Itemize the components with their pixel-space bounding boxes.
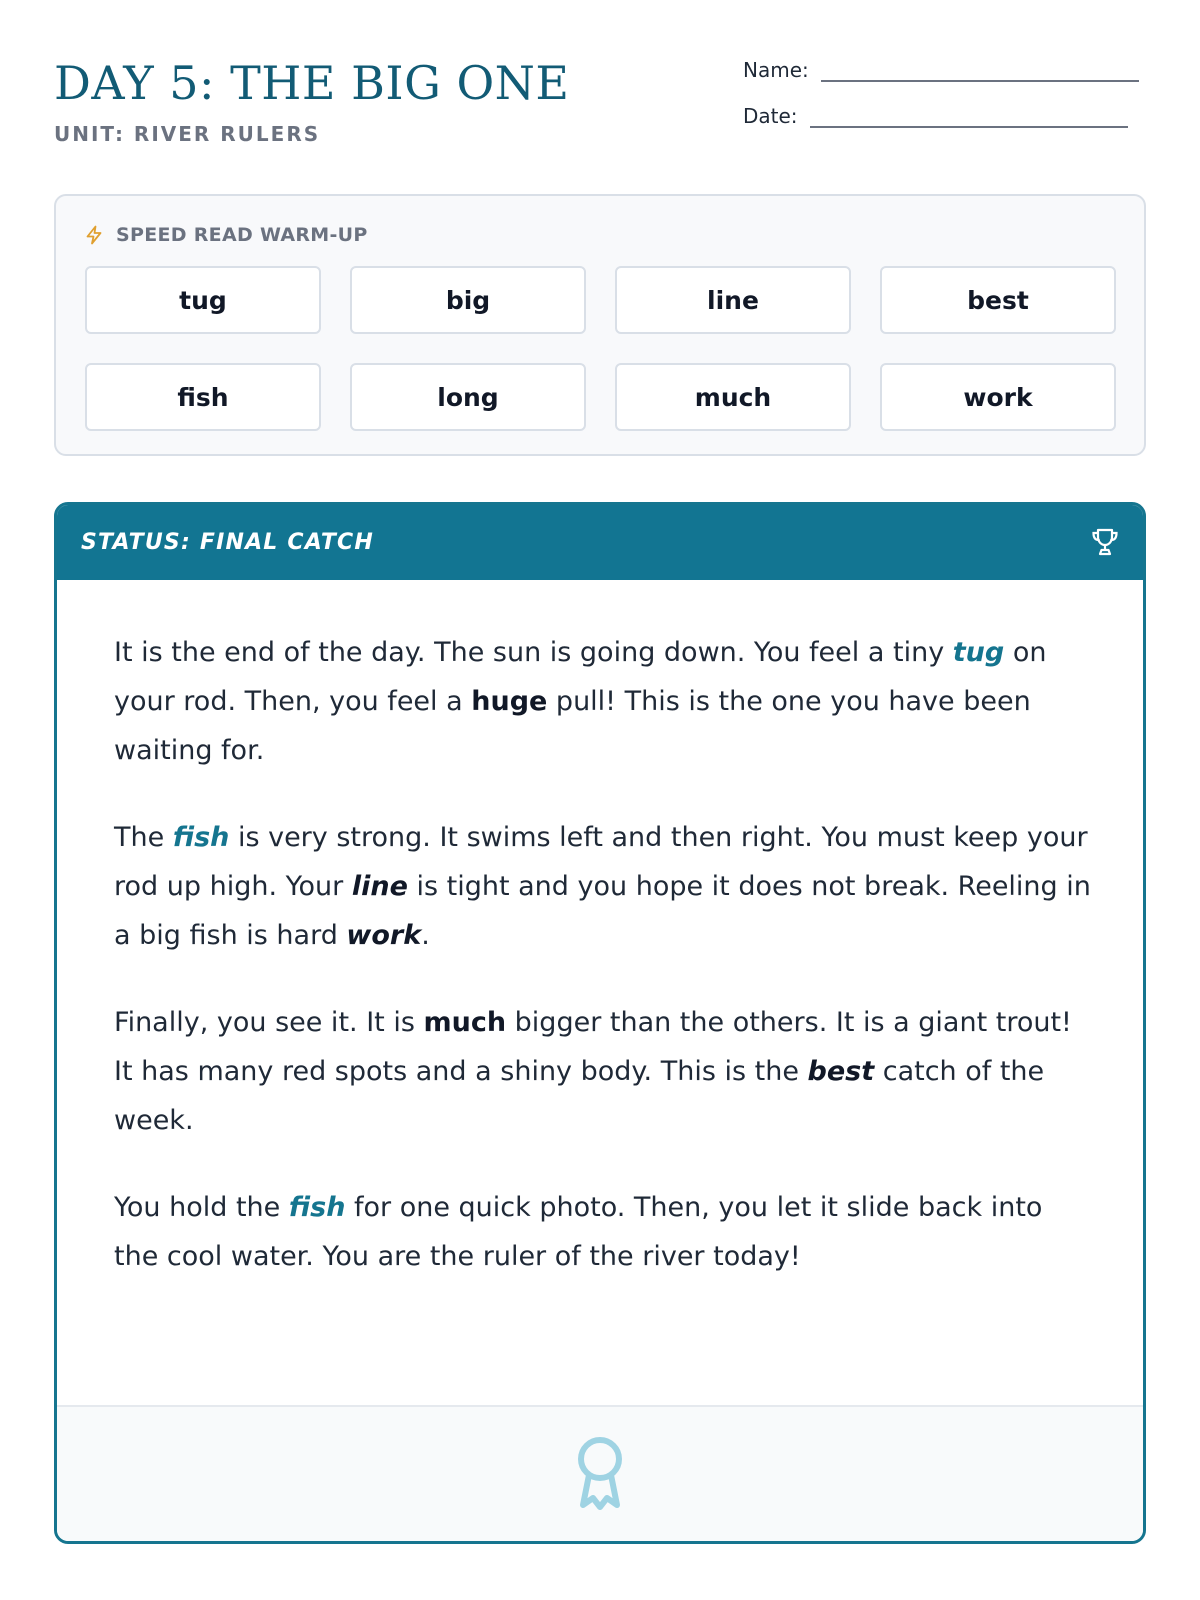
story-text-run: The [114,822,173,853]
worksheet-header [54,52,1146,162]
story-text-run: is very strong. It swims left and then right. You must keep your rod up high. Your [114,822,1088,902]
vocab-word: line [351,871,408,902]
date-label: Date: [743,104,798,128]
story-paragraph [114,628,1094,775]
unit-subtitle: UNIT: RIVER RULERS [54,122,321,146]
vocab-word: much [423,1007,507,1038]
story-paragraph [114,998,1094,1145]
story-text [114,628,1094,1319]
award-ribbon-icon [574,1435,626,1513]
story-paragraph [114,813,1094,960]
story-text-run: It is the end of the day. The sun is going down. You feel a tiny [114,637,953,668]
speed-read-warmup-panel [54,194,1146,456]
name-field[interactable] [821,58,1139,82]
word-card: line [615,266,851,334]
story-paragraph [114,1183,1094,1281]
status-label: STATUS: FINAL CATCH [81,530,374,555]
date-field[interactable] [810,104,1128,128]
word-card: much [615,363,851,431]
vocab-word: tug [952,637,1005,668]
vocab-word: work [346,920,422,951]
story-text-run: catch of the week. [114,1056,1045,1136]
word-card: best [880,266,1116,334]
date-field-row [743,104,1128,128]
word-card: tug [85,266,321,334]
vocab-word: fish [288,1192,346,1223]
vocab-word: best [807,1056,875,1087]
story-text-run: bigger than the others. It is a giant trout! It has many red spots and a shiny body. This is the [114,1007,1072,1087]
story-status-bar [57,505,1143,580]
word-card: long [350,363,586,431]
name-field-row [743,58,1139,82]
story-text-run: pull! This is the one you have been waiting for. [114,686,1031,766]
story-text-run: on your rod. Then, you feel a [114,637,1047,717]
word-grid [85,266,1120,431]
vocab-word: fish [172,822,230,853]
word-card: work [880,363,1116,431]
word-card: big [350,266,586,334]
trophy-icon [1089,526,1121,558]
story-footer [57,1405,1143,1541]
page-title: DAY 5: THE BIG ONE [54,56,570,110]
vocab-word: huge [471,686,548,717]
story-text-run: Finally, you see it. It is [114,1007,424,1038]
story-text-run: . [421,920,430,951]
word-card: fish [85,363,321,431]
lightning-bolt-icon [84,225,104,245]
story-text-run: for one quick photo. Then, you let it slide back into the cool water. You are the ruler of the river today! [114,1192,1043,1272]
warmup-title: SPEED READ WARM-UP [116,224,368,246]
name-label: Name: [743,58,809,82]
story-card [54,502,1146,1544]
warmup-header [84,224,368,246]
story-text-run: You hold the [114,1192,289,1223]
story-text-run: is tight and you hope it does not break. Reeling in a big fish is hard [114,871,1091,951]
